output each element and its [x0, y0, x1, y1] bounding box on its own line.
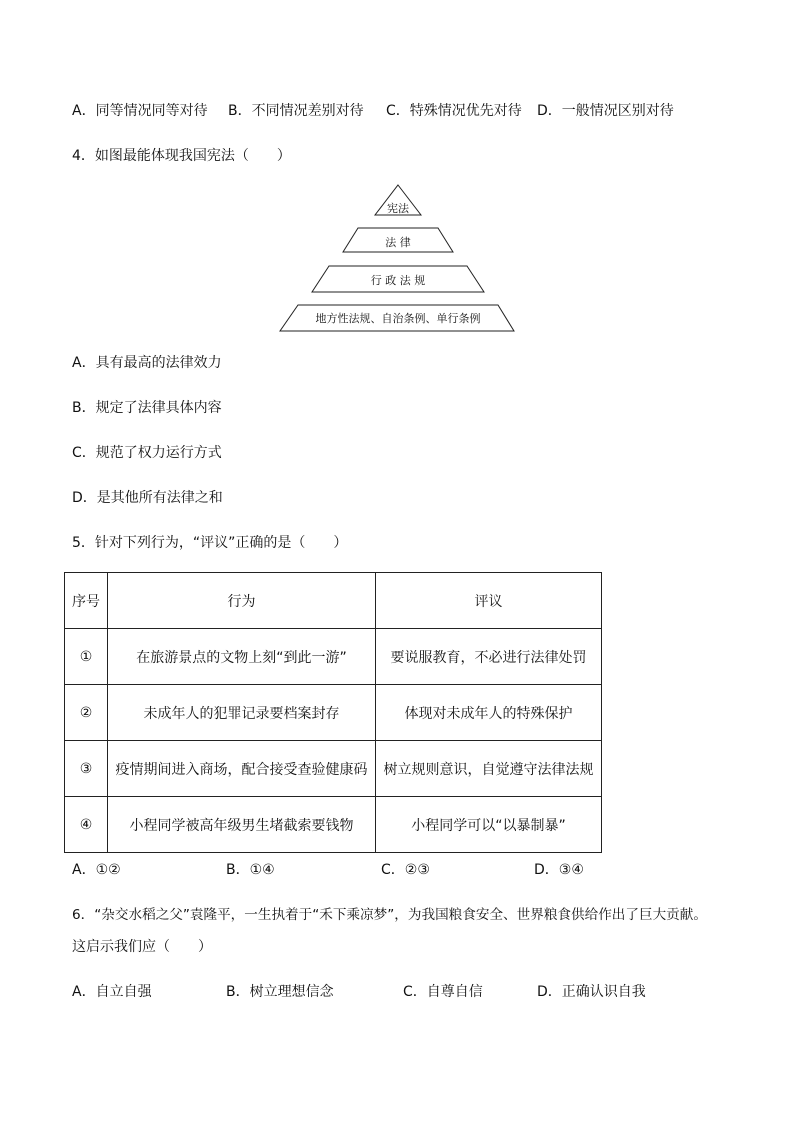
q6-option-c: C．自尊自信: [403, 984, 483, 1000]
table-header-cell: 行为: [108, 573, 376, 629]
table-cell: 在旅游景点的文物上刻“到此一游”: [108, 629, 376, 685]
q3-option-a: A．同等情况同等对待: [72, 103, 208, 119]
q6-option-a: A．自立自强: [72, 984, 152, 1000]
table-cell: 体现对未成年人的特殊保护: [376, 685, 602, 741]
table-cell: ②: [65, 685, 108, 741]
table-header-row: [65, 573, 602, 629]
q5-table: [64, 572, 602, 853]
q5-option-c: C．②③: [381, 862, 430, 878]
table-cell: ③: [65, 741, 108, 797]
table-row: [65, 629, 602, 685]
table-header-cell: 评议: [376, 573, 602, 629]
table-header-cell: 序号: [65, 573, 108, 629]
table-row: [65, 797, 602, 853]
pyramid-label-local-regulations: 地方性法规、自治条例、单行条例: [315, 312, 481, 325]
q4-option-a: A．具有最高的法律效力: [72, 355, 222, 371]
q5-option-b: B．①④: [226, 862, 275, 878]
q6-option-d: D．正确认识自我: [537, 984, 646, 1000]
table-cell: 树立规则意识，自觉遵守法律法规: [376, 741, 602, 797]
q3-option-c: C．特殊情况优先对待: [386, 103, 522, 119]
q4-stem: 4．如图最能体现我国宪法（ ）: [72, 148, 291, 164]
q5-option-a: A．①②: [72, 862, 121, 878]
q4-option-c: C．规范了权力运行方式: [72, 445, 222, 461]
q5-option-d: D．③④: [534, 862, 584, 878]
table-row: [65, 741, 602, 797]
q3-option-b: B．不同情况差别对待: [228, 103, 364, 119]
q5-stem: 5．针对下列行为，“评议”正确的是（ ）: [72, 535, 348, 551]
table-cell: 要说服教育，不必进行法律处罚: [376, 629, 602, 685]
table-cell: 小程同学可以“以暴制暴”: [376, 797, 602, 853]
table-cell: 小程同学被高年级男生堵截索要钱物: [108, 797, 376, 853]
law-hierarchy-pyramid: [278, 183, 518, 335]
pyramid-label-constitution: 宪法: [387, 202, 409, 215]
table-row: [65, 685, 602, 741]
pyramid-label-admin-regulations: 行 政 法 规: [370, 274, 426, 287]
table-cell: ④: [65, 797, 108, 853]
table-cell: ①: [65, 629, 108, 685]
q3-option-d: D．一般情况区别对待: [537, 103, 674, 119]
q6-stem-line1: 6．“杂交水稻之父”袁隆平，一生执着于“禾下乘凉梦”，为我国粮食安全、世界粮食供给作出了巨大贡献。: [72, 907, 707, 923]
table-cell: 未成年人的犯罪记录要档案封存: [108, 685, 376, 741]
q4-option-d: D．是其他所有法律之和: [72, 490, 223, 506]
table-cell: 疫情期间进入商场，配合接受查验健康码: [108, 741, 376, 797]
q6-stem-line2: 这启示我们应（ ）: [72, 939, 212, 955]
q4-option-b: B．规定了法律具体内容: [72, 400, 222, 416]
pyramid-label-law: 法 律: [385, 236, 411, 249]
q6-option-b: B．树立理想信念: [226, 984, 334, 1000]
